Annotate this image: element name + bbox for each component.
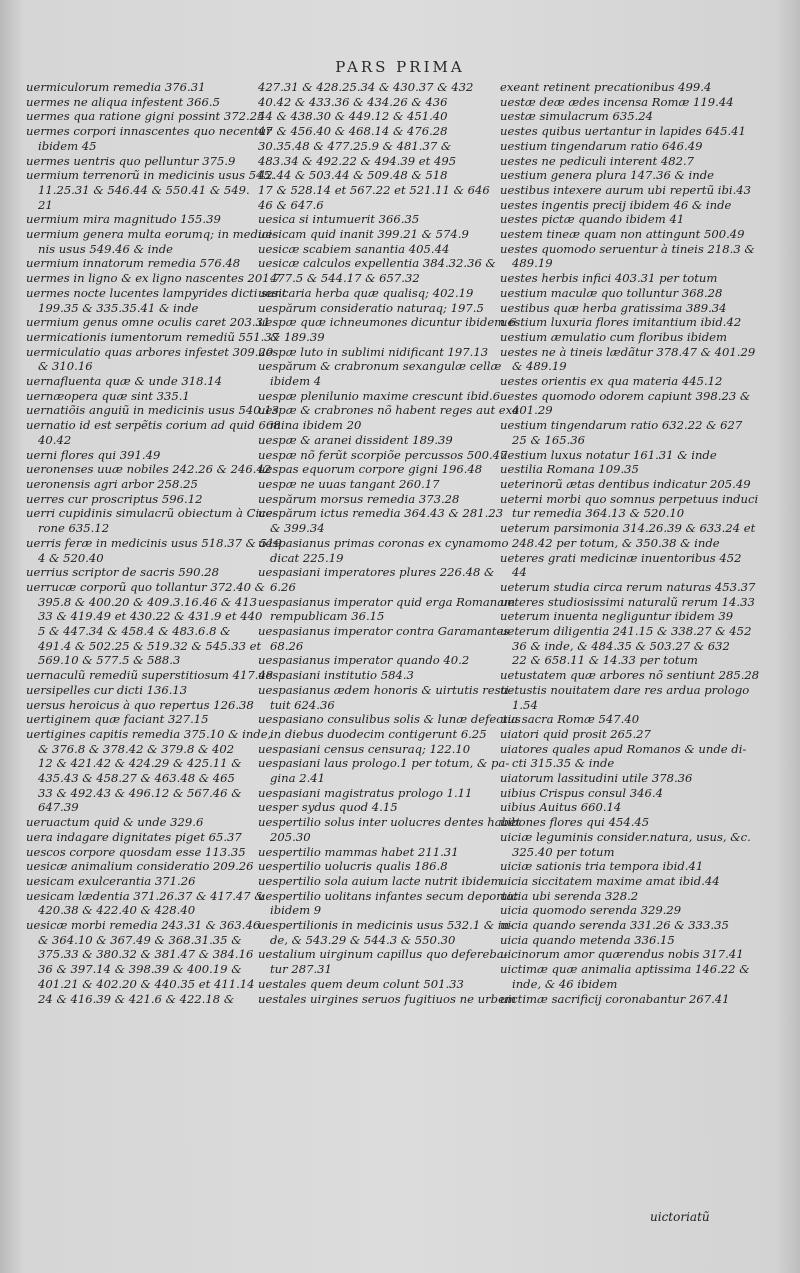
index-entry: uespæ quæ ichneumones dicuntur ibidem 6	[258, 315, 517, 330]
index-entry: uibius Crispus consul 346.4	[500, 785, 663, 800]
index-column-right	[500, 80, 760, 1210]
index-entry: uespæ luto in sublimi nidificant 197.13	[258, 344, 489, 359]
index-entry: uestales quem deum colunt 501.33	[258, 976, 464, 991]
index-entry: inde, & 46 ibidem	[512, 976, 618, 991]
index-entry: uiciæ leguminis consider.natura, usus, &c.	[500, 829, 751, 844]
index-entry: uerrius scriptor de sacris 590.28	[26, 565, 219, 580]
index-entry: 36 & inde, & 484.35 & 503.27 & 632	[512, 638, 730, 653]
index-entry: 44	[512, 565, 527, 580]
index-entry: uestium luxus notatur 161.31 & inde	[500, 447, 717, 462]
index-entry: 401.21 & 402.20 & 440.35 et 411.14	[38, 976, 255, 991]
index-entry: uermium terrenorũ in medicinis usus 545.	[26, 168, 275, 183]
index-entry: uerrucæ corporũ quo tollantur 372.40 &	[26, 579, 265, 594]
index-entry: uermes ne aliqua infestent 366.5	[26, 94, 220, 109]
index-entry: 1.54	[512, 697, 538, 712]
index-entry: ueruactum quid & unde 329.6	[26, 815, 204, 830]
index-entry: ibidem 4	[270, 374, 322, 389]
index-entry: uermes nocte lucentes lampyrides dicti sunt	[26, 285, 287, 300]
index-entry: uermicationis iumentorum remediũ 551.37	[26, 329, 280, 344]
index-entry: 205.30	[270, 829, 311, 844]
index-entry: uiatorum lassitudini utile 378.36	[500, 771, 693, 786]
index-entry: 401.29	[512, 403, 553, 418]
index-entry: uesicæ animalium consideratio 209.26	[26, 859, 254, 874]
index-entry: uesper sydus quod 4.15	[258, 800, 398, 815]
index-entry: uermes qua ratione gigni possint 372.25	[26, 109, 265, 124]
index-entry: & 399.34	[270, 521, 325, 536]
index-entry: uicinorum amor quærendus nobis 317.41	[500, 947, 744, 962]
index-entry: 46 & 647.6	[258, 197, 324, 212]
index-entry: 33 & 492.43 & 496.12 & 567.46 &	[38, 785, 242, 800]
index-entry: uespasiani magistratus prologo 1.11	[258, 785, 473, 800]
index-entry: uescos corpore quosdam esse 113.35	[26, 844, 246, 859]
index-entry: uestales uirgines seruos fugitiuos ne urbem	[258, 991, 516, 1006]
index-entry: 569.10 & 577.5 & 588.3	[38, 653, 181, 668]
index-entry: tur remedia 364.13 & 520.10	[512, 506, 685, 521]
index-entry: uespasianus primas coronas ex cynamomo	[258, 535, 509, 550]
index-entry: uespæ ne uuas tangant 260.17	[258, 476, 440, 491]
index-entry: & 310.16	[38, 359, 93, 374]
index-entry: gina 2.41	[270, 771, 326, 786]
index-entry: uestem tineæ quam non attingunt 500.49	[500, 227, 745, 242]
index-entry: uesica si intumuerit 366.35	[258, 212, 420, 227]
index-entry: uestæ simulacrum 635.24	[500, 109, 654, 124]
index-entry: uespertilio mammas habet 211.31	[258, 844, 459, 859]
index-entry: 40.42 & 433.36 & 434.26 & 436	[258, 94, 448, 109]
index-entry: uespasiani imperatores plures 226.48 &	[258, 565, 495, 580]
catchword: uictoriatũ	[650, 1210, 710, 1224]
index-entry: uermes uentris quo pelluntur 375.9	[26, 153, 236, 168]
index-entry: 248.42 per totum, & 350.38 & inde	[512, 535, 720, 550]
index-entry: exeant retinent precationibus 499.4	[500, 80, 712, 94]
index-entry: uespasianus imperator contra Garamantes	[258, 624, 510, 639]
index-entry: uesicam exulcerantia 371.26	[26, 873, 196, 888]
index-entry: uestes pictæ quando ibidem 41	[500, 212, 685, 227]
index-entry: uespărum & crabronum sexangulæ cellæ	[258, 359, 502, 374]
index-entry: uestium æmulatio cum floribus ibidem	[500, 329, 728, 344]
index-entry: uersipelles cur dicti 136.13	[26, 682, 188, 697]
index-entry: 44 & 438.30 & 449.12 & 451.40	[258, 109, 448, 124]
index-entry: uermium mira magnitudo 155.39	[26, 212, 221, 227]
index-entry: 21	[38, 197, 53, 212]
index-entry: uesicam quid inanit 399.21 & 574.9	[258, 227, 469, 242]
index-entry: uertigines capitis remedia 375.10 & inde,	[26, 726, 272, 741]
index-entry: tur 287.31	[270, 962, 332, 977]
index-entry: uestibus intexere aurum ubi repertũ ibi.43	[500, 182, 752, 197]
index-entry: uicia quando serenda 331.26 & 333.35	[500, 918, 729, 933]
index-entry: rone 635.12	[38, 521, 110, 536]
index-entry: ueterum inuenta negliguntur ibidem 39	[500, 609, 734, 624]
index-entry: 22 & 658.11 & 14.33 per totum	[512, 653, 698, 668]
index-entry: uespărum consideratio naturaq; 197.5	[258, 300, 484, 315]
index-entry: 5 & 447.34 & 458.4 & 483.6.8 &	[38, 624, 231, 639]
index-entry: 395.8 & 400.20 & 409.3.16.46 & 413	[38, 594, 258, 609]
index-entry: uespæ & aranei dissident 189.39	[258, 432, 453, 447]
index-entry: uicia quomodo serenda 329.29	[500, 903, 682, 918]
index-entry: uermium genus omne oculis caret 203.31	[26, 315, 271, 330]
index-entry: 427.31 & 428.25.34 & 430.37 & 432	[258, 80, 474, 94]
index-entry: uespărum morsus remedia 373.28	[258, 491, 460, 506]
index-entry: uestium maculæ quo tolluntur 368.28	[500, 285, 723, 300]
index-entry: uespasiani census censuraq; 122.10	[258, 741, 471, 756]
index-entry: uestes orientis ex qua materia 445.12	[500, 374, 723, 389]
index-entry: uespertilio solus inter uolucres dentes habet	[258, 815, 521, 830]
index-entry: uespæ plenilunio maxime crescunt ibid.6	[258, 388, 501, 403]
index-entry: 325.40 per totum	[512, 844, 615, 859]
index-entry: & 376.8 & 378.42 & 379.8 & 402	[38, 741, 235, 756]
index-entry: ueterum parsimonia 314.26.39 & 633.24 et	[500, 521, 756, 536]
index-entry: uestium genera plura 147.36 & inde	[500, 168, 714, 183]
index-entry: uespasianus imperator quid erga Romanam	[258, 594, 516, 609]
index-entry: ibidem 45	[38, 138, 97, 153]
index-entry: uerris feræ in medicinis usus 518.37 & 519	[26, 535, 282, 550]
index-entry: uermes corpori innascentes quo necentur	[26, 124, 272, 139]
index-entry: uicia quando metenda 336.15	[500, 932, 675, 947]
index-entry: in diebus duodecim contigerunt 6.25	[270, 726, 487, 741]
index-entry: ueterum studia circa rerum naturas 453.37	[500, 579, 756, 594]
index-entry: uespertilio sola auium lacte nutrit ibidem	[258, 873, 502, 888]
index-entry: cti 315.35 & inde	[512, 756, 615, 771]
index-entry: mina ibidem 20	[270, 418, 362, 433]
index-entry: 483.34 & 492.22 & 494.39 et 495	[258, 153, 457, 168]
index-entry: 24 & 416.39 & 421.6 & 422.18 &	[38, 991, 235, 1006]
index-entry: 375.33 & 380.32 & 381.47 & 384.16	[38, 947, 254, 962]
index-entry: rempublicam 36.15	[270, 609, 385, 624]
index-entry: uerri cupidinis simulacrũ obiectum à Cice-	[26, 506, 277, 521]
index-entry: uestes quomodo odorem capiunt 398.23 &	[500, 388, 751, 403]
index-entry: uernatiõis anguiũ in medicinis usus 540.13	[26, 403, 280, 418]
index-entry: uiatori quid prosit 265.27	[500, 726, 651, 741]
index-entry: uesicæ morbi remedia 243.31 & 363.46	[26, 918, 261, 933]
index-entry: uermiculorum remedia 376.31	[26, 80, 206, 94]
index-entry: ueteres grati medicinæ inuentoribus 452	[500, 550, 742, 565]
index-entry: uerni flores qui 391.49	[26, 447, 161, 462]
index-entry: uestæ deæ ædes incensa Romæ 119.44	[500, 94, 734, 109]
index-entry: 199.35 & 335.35.41 & inde	[38, 300, 199, 315]
index-entry: uetustatem quæ arbores nõ sentiunt 285.28	[500, 668, 760, 683]
index-entry: 420.38 & 422.40 & 428.40	[38, 903, 196, 918]
index-entry: uespertilio uolitans infantes secum deportat	[258, 888, 518, 903]
index-entry: ueterum diligentia 241.15 & 338.27 & 452	[500, 624, 752, 639]
index-entry: uespas equorum corpore gigni 196.48	[258, 462, 483, 477]
index-entry: dicat 225.19	[270, 550, 344, 565]
index-entry: 30.35.48 & 477.25.9 & 481.37 &	[258, 138, 452, 153]
index-entry: 435.43 & 458.27 & 463.48 & 465	[38, 771, 235, 786]
index-entry: ibidem 9	[270, 903, 322, 918]
index-entry: 68.26	[270, 638, 304, 653]
index-entry: uernaculũ remediũ superstitiosum 417.48	[26, 668, 274, 683]
index-entry: uera indagare dignitates piget 65.37	[26, 829, 242, 844]
index-entry: uespărum ictus remedia 364.43 & 281.23	[258, 506, 504, 521]
index-entry: uicia siccitatem maxime amat ibid.44	[500, 873, 720, 888]
index-entry: uestes herbis infici 403.31 per totum	[500, 271, 718, 286]
index-entry: 36 & 397.14 & 398.39 & 400.19 &	[38, 962, 242, 977]
index-entry: 47 & 456.40 & 468.14 & 476.28	[258, 124, 448, 139]
index-entry: uicia ubi serenda 328.2	[500, 888, 639, 903]
index-entry: uestium tingendarum ratio 632.22 & 627	[500, 418, 743, 433]
index-entry: uictimæ sacrificij coronabantur 267.41	[500, 991, 730, 1006]
index-entry: 33 & 419.49 et 430.22 & 431.9 et 440	[38, 609, 263, 624]
index-entry: uespasiani institutio 584.3	[258, 668, 414, 683]
index-entry: uermium innatorum remedia 576.48	[26, 256, 241, 271]
index-entry: uespasiano consulibus solis & lunæ defectus	[258, 712, 521, 727]
index-entry: 491.4 & 502.25 & 519.32 & 545.33 et	[38, 638, 262, 653]
index-entry: nis usus 549.46 & inde	[38, 241, 174, 256]
index-entry: & 489.19	[512, 359, 567, 374]
index-entry: uesicam lædentia 371.26.37 & 417.47 &	[26, 888, 265, 903]
index-entry: 4 & 520.40	[38, 550, 104, 565]
index-entry: ueterinorũ ætas dentibus indicatur 205.49	[500, 476, 751, 491]
index-entry: ueronenses uuæ nobiles 242.26 & 246.42	[26, 462, 272, 477]
index-entry: uestes quomodo seruentur à tineis 218.3 &	[500, 241, 755, 256]
index-entry: uestibus quæ herba gratissima 389.34	[500, 300, 727, 315]
index-entry: 17 & 528.14 et 567.22 et 521.11 & 646	[258, 182, 490, 197]
index-entry: uespasianus ædem honoris & uirtutis resti-	[258, 682, 513, 697]
index-entry: uermium genera multa eorumq; in medici-	[26, 227, 276, 242]
index-entry: uespertilionis in medicinis usus 532.1 & in-	[258, 918, 514, 933]
index-entry: uermes in ligno & ex ligno nascentes 201.7	[26, 271, 281, 286]
index-entry: uestes ne pediculi interent 482.7	[500, 153, 695, 168]
index-entry: & 364.10 & 367.49 & 368.31.35 &	[38, 932, 242, 947]
index-entry: uestes ingentis precij ibidem 46 & inde	[500, 197, 732, 212]
index-entry: uiciæ sationis tria tempora ibid.41	[500, 859, 704, 874]
index-entry: uersus heroicus à quo repertus 126.38	[26, 697, 254, 712]
index-entry: uestes ne à tineis lædãtur 378.47 & 401.29	[500, 344, 756, 359]
running-header: PARS PRIMA	[335, 58, 465, 76]
index-entry: uestium luxuria flores imitantium ibid.42	[500, 315, 742, 330]
index-entry: de, & 543.29 & 544.3 & 550.30	[270, 932, 456, 947]
index-entry: uermiculatio quas arbores infestet 309.20	[26, 344, 274, 359]
index-entry: 42.44 & 503.44 & 509.48 & 518	[258, 168, 448, 183]
index-entry: 25 & 165.36	[512, 432, 586, 447]
index-entry: uespæ nõ ferũt scorpiõe percussos 500.47	[258, 447, 508, 462]
index-entry: uernafluenta quæ & unde 318.14	[26, 374, 222, 389]
index-entry: uetustis nouitatem dare res ardua prologo	[500, 682, 750, 697]
index-entry: uernæopera quæ sint 335.1	[26, 388, 190, 403]
index-entry: uespasianus imperator quando 40.2	[258, 653, 470, 668]
index-entry: uiatores quales apud Romanos & unde di-	[500, 741, 747, 756]
index-entry: uestes quibus uertantur in lapides 645.41	[500, 124, 746, 139]
index-entry: ueterni morbi quo somnus perpetuus induci	[500, 491, 759, 506]
index-entry: ueronensis agri arbor 258.25	[26, 476, 198, 491]
index-entry: uibones flores qui 454.45	[500, 815, 650, 830]
index-entry: 477.5 & 544.17 & 657.32	[270, 271, 420, 286]
index-entry: uia sacra Romæ 547.40	[500, 712, 640, 727]
index-entry: uestium tingendarum ratio 646.49	[500, 138, 703, 153]
index-entry: 489.19	[512, 256, 553, 271]
index-entry: uertiginem quæ faciant 327.15	[26, 712, 209, 727]
index-column-middle	[258, 80, 521, 1210]
index-entry: ueteres studiosissimi naturalũ rerum 14.33	[500, 594, 755, 609]
index-entry: uespertilio uolucris qualis 186.8	[258, 859, 448, 874]
index-entry: uictimæ quæ animalia aptissima 146.22 &	[500, 962, 750, 977]
index-entry: uesicæ scabiem sanantia 405.44	[258, 241, 450, 256]
index-entry: 6.26	[270, 579, 296, 594]
index-entry: 40.42	[38, 432, 72, 447]
index-entry: & 189.39	[270, 329, 325, 344]
index-entry: uesicæ calculos expellentia 384.32.36 &	[258, 256, 496, 271]
index-entry: 12 & 421.42 & 424.29 & 425.11 &	[38, 756, 242, 771]
index-entry: 11.25.31 & 546.44 & 550.41 & 549.	[38, 182, 250, 197]
index-entry: uesicaria herba quæ qualisq; 402.19	[258, 285, 474, 300]
index-entry: uernatio id est serpẽtis corium ad quid 668	[26, 418, 281, 433]
index-entry: uibius Auitus 660.14	[500, 800, 622, 815]
index-entry: uespæ & crabrones nõ habent reges aut exa	[258, 403, 520, 418]
index-entry: uerres cur proscriptus 596.12	[26, 491, 203, 506]
index-entry: uestilia Romana 109.35	[500, 462, 639, 477]
index-entry: uestalium uirginum capillus quo defereba-	[258, 947, 508, 962]
index-entry: 647.39	[38, 800, 79, 815]
index-entry: tuit 624.36	[270, 697, 335, 712]
index-entry: uespasiani laus prologo.1 per totum, & pa-	[258, 756, 510, 771]
